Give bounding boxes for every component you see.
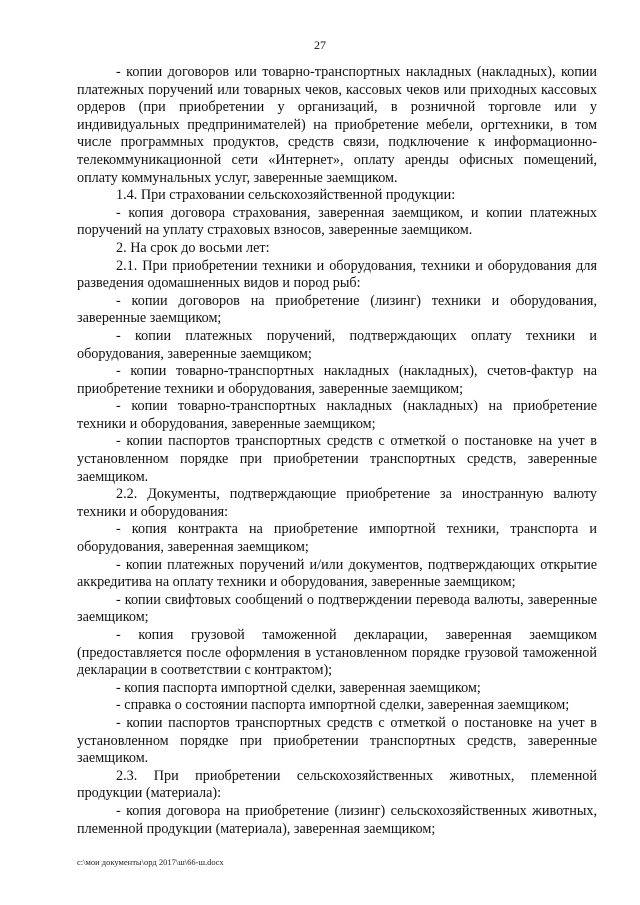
document-body [77,64,597,838]
page-number: 27 [314,38,326,52]
paragraph: - копии свифтовых сообщений о подтверждении перевода валюты, заверенные заемщиком; [77,591,597,626]
paragraph: - копии паспортов транспортных средств с отметкой о постановке на учет в установленном порядке при приобретении транспортных средств, заверенные заемщиком. [77,714,597,767]
paragraph: 2.3. При приобретении сельскохозяйственных животных, племенной продукции (материала): [77,767,597,802]
paragraph: - копия паспорта импортной сделки, заверенная заемщиком; [116,679,481,696]
paragraph: - копии договоров или товарно-транспортных накладных (накладных), копии платежных поручений или товарных чеков, кассовых чеков или приходных кассовых ордеров (при приобретении у организаций, в розничной торговле или у индивидуальных предпринимателей) на приобретение мебели, оргтехники, в том числе программных продуктов, средств связи, подключение к информационно-телекоммуникационной сети «Интернет», оплату аренды офисных помещений, оплату коммунальных услуг, заверенные заемщиком. [77,64,597,186]
footer-file-path: c:\мои документы\орд 2017\ш\66-ш.docx [77,857,224,867]
paragraph: 1.4. При страховании сельскохозяйственной продукции: [116,187,456,204]
paragraph: - копии платежных поручений и/или документов, подтверждающих открытие аккредитива на оплату техники и оборудования, заверенные заемщиком; [77,556,597,591]
paragraph: - копия договора страхования, заверенная заемщиком, и копии платежных поручений на уплату страховых взносов, заверенные заемщиком. [77,204,597,239]
paragraph: 2.2. Документы, подтверждающие приобретение за иностранную валюту техники и оборудования: [77,486,597,520]
paragraph: - копии платежных поручений, подтверждающих оплату техники и оборудования, заверенные заемщиком; [77,327,597,362]
paragraph: - справка о состоянии паспорта импортной сделки, заверенная заемщиком; [116,697,570,714]
paragraph: - копия контракта на приобретение импортной техники, транспорта и оборудования, заверенная заемщиком; [77,521,597,556]
paragraph: - копия грузовой таможенной декларации, заверенная заемщиком (предоставляется после оформления в установленном порядке грузовой таможенной декларации в соответствии с контрактом); [77,627,597,679]
paragraph: - копии товарно-транспортных накладных (накладных), счетов-фактур на приобретение техники и оборудования, заверенные заемщиком; [77,363,597,397]
paragraph: - копии договоров на приобретение (лизинг) техники и оборудования, заверенные заемщиком; [77,292,597,327]
paragraph: 2.1. При приобретении техники и оборудования, техники и оборудования для разведения одомашненных видов и пород рыб: [77,257,597,292]
paragraph: - копии товарно-транспортных накладных (накладных) на приобретение техники и оборудования, заверенные заемщиком; [77,398,597,432]
paragraph: - копия договора на приобретение (лизинг) сельскохозяйственных животных, племенной продукции (материала), заверенная заемщиком; [77,802,597,837]
paragraph: 2. На срок до восьми лет: [116,239,270,256]
paragraph: - копии паспортов транспортных средств с отметкой о постановке на учет в установленном порядке при приобретении транспортных средств, заверенные заемщиком. [77,433,597,485]
